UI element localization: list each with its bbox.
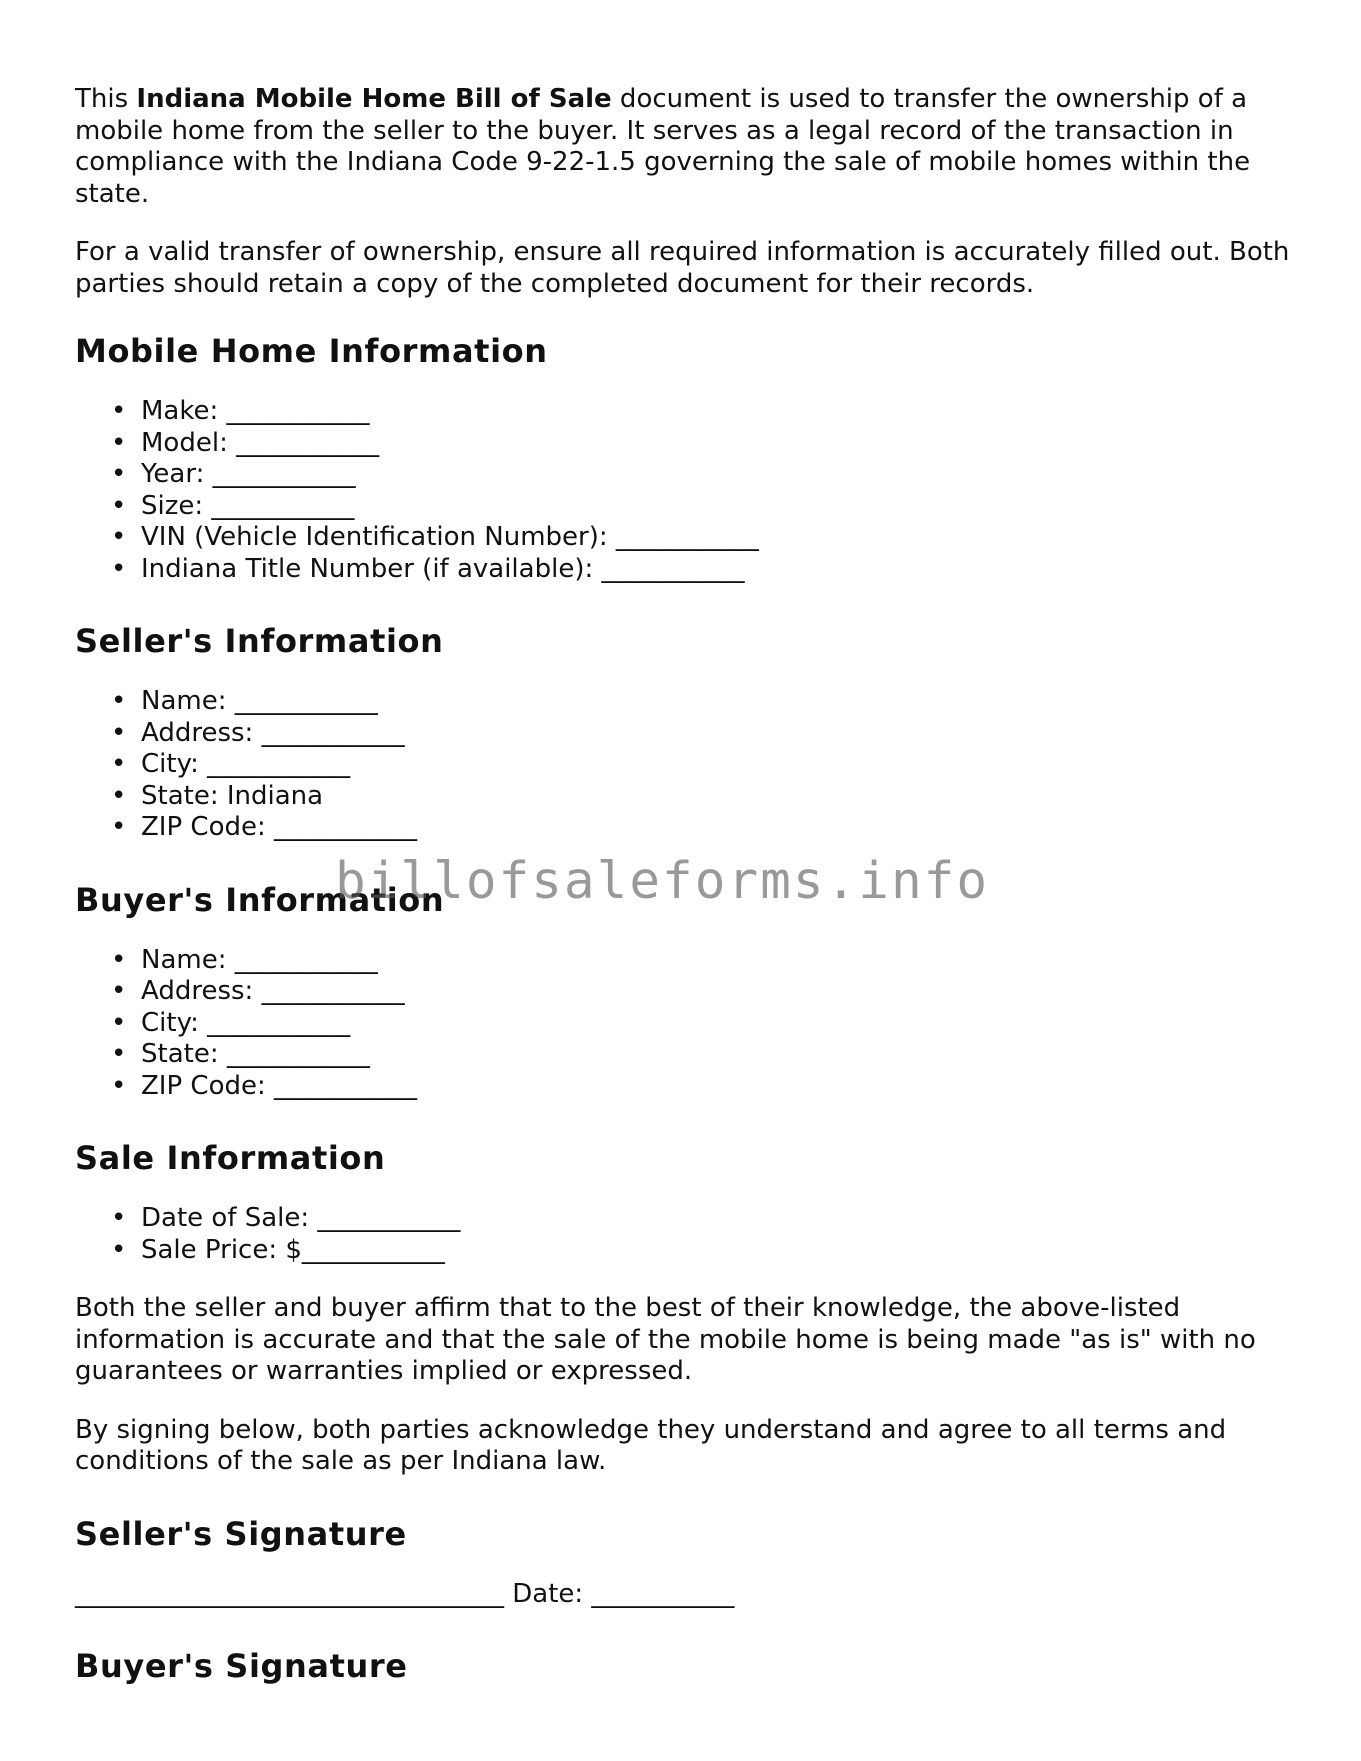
sale-fields	[75, 1203, 1290, 1266]
buyer-address-field: • Address: ___________	[141, 976, 1290, 1008]
seller-city-field: • City: ___________	[141, 749, 1290, 781]
make-field: • Make: ___________	[141, 396, 1290, 428]
buyer-name-field: • Name: ___________	[141, 945, 1290, 977]
seller-zip-field: • ZIP Code: ___________	[141, 812, 1290, 844]
buyer-fields	[75, 945, 1290, 1103]
buyer-zip-field: • ZIP Code: ___________	[141, 1071, 1290, 1103]
model-field: • Model: ___________	[141, 428, 1290, 460]
buyer-state-field: • State: ___________	[141, 1039, 1290, 1071]
mobile-home-heading: Mobile Home Information	[75, 332, 548, 370]
mobile-home-fields	[75, 396, 1290, 585]
size-field: • Size: ___________	[141, 491, 1290, 523]
buyer-signature-heading: Buyer's Signature	[75, 1647, 408, 1685]
acknowledgement-paragraph: By signing below, both parties acknowledge they understand and agree to all terms and conditions of the sale as per Indiana law.	[75, 1414, 1227, 1476]
title-number-field: • Indiana Title Number (if available): ___________	[141, 554, 1290, 586]
sale-info-heading: Sale Information	[75, 1139, 386, 1177]
seller-address-field: • Address: ___________	[141, 718, 1290, 750]
buyer-city-field: • City: ___________	[141, 1008, 1290, 1040]
seller-fields	[75, 686, 1290, 844]
instructions-paragraph: For a valid transfer of ownership, ensure all required information is accurately filled out. Both parties should retain a copy of the completed document for their records.	[75, 237, 1290, 299]
watermark: billofsaleforms.info	[335, 852, 990, 911]
seller-name-field: • Name: ___________	[141, 686, 1290, 718]
seller-info-heading: Seller's Information	[75, 622, 444, 660]
intro-paragraph: This Indiana Mobile Home Bill of Sale document is used to transfer the ownership of a mobile home from the seller to the buyer. It serves as a legal record of the transaction in compliance with the Indiana Code 9-22-1.5 governing the sale of mobile homes within the state.	[75, 84, 1251, 209]
year-field: • Year: ___________	[141, 459, 1290, 491]
seller-signature-line: _________________________________ Date: ___________	[75, 1578, 735, 1609]
seller-state-field: • State: Indiana	[141, 781, 1290, 813]
seller-signature-heading: Seller's Signature	[75, 1514, 407, 1553]
sale-date-field: • Date of Sale: ___________	[141, 1203, 1290, 1235]
document-title: Indiana Mobile Home Bill of Sale	[136, 84, 612, 114]
buyer-info-heading: Buyer's Information	[75, 880, 445, 919]
sale-price-field: • Sale Price: $___________	[141, 1235, 1290, 1267]
vin-field: • VIN (Vehicle Identification Number): ___________	[141, 522, 1290, 554]
affirmation-paragraph: Both the seller and buyer affirm that to the best of their knowledge, the above-listed information is accurate and that the sale of the mobile home is being made "as is" with no guarantees or warranties implied or expressed.	[75, 1293, 1256, 1386]
